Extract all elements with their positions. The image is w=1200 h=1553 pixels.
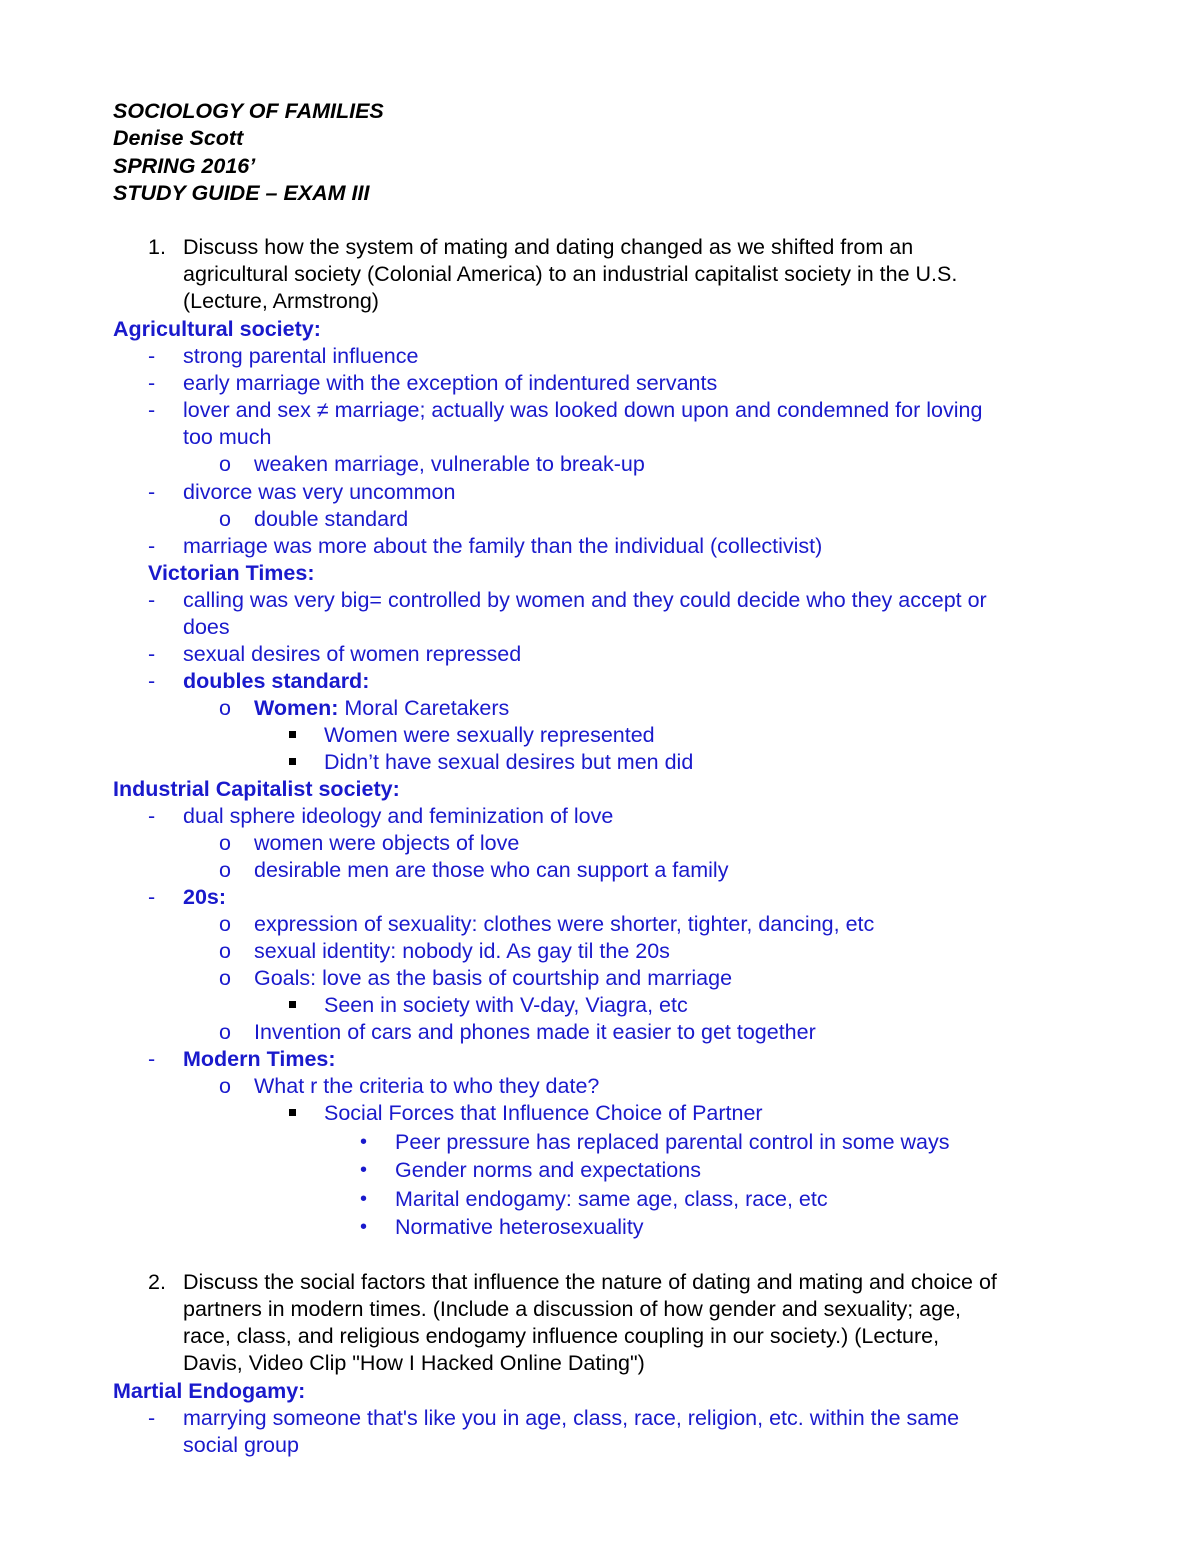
sub-sub-list-item: Social Forces that Influence Choice of Partner <box>324 1101 763 1125</box>
sub-list-item: Invention of cars and phones made it easier to get together <box>254 1020 816 1044</box>
course-title: SOCIOLOGY OF FAMILIES <box>113 99 384 123</box>
question-1-line-3: (Lecture, Armstrong) <box>183 289 379 313</box>
list-item: early marriage with the exception of indentured servants <box>183 371 718 395</box>
list-item-bold: Modern Times: <box>183 1047 336 1071</box>
list-item: sexual desires of women repressed <box>183 642 522 666</box>
circle-marker: o <box>219 1020 231 1044</box>
sub-list-item: women were objects of love <box>254 831 520 855</box>
question-2-line-3: race, class, and religious endogamy influence coupling in our society.) (Lecture, <box>183 1324 940 1348</box>
square-bullet-icon <box>289 992 296 1018</box>
square-bullet-icon <box>289 722 296 748</box>
circle-marker: o <box>219 507 231 531</box>
section-heading-endogamy: Martial Endogamy: <box>113 1379 306 1403</box>
question-2-line-2: partners in modern times. (Include a discussion of how gender and sexuality; age, <box>183 1297 962 1321</box>
circle-marker: o <box>219 912 231 936</box>
question-number-2: 2. <box>148 1270 166 1294</box>
round-bullet-icon: • <box>360 1188 368 1210</box>
round-bullet-icon: • <box>360 1216 368 1238</box>
list-item-bold: doubles standard: <box>183 669 370 693</box>
dash-marker: - <box>148 588 156 612</box>
dash-marker: - <box>148 1406 156 1430</box>
list-item: divorce was very uncommon <box>183 480 456 504</box>
list-item-bold: 20s: <box>183 885 227 909</box>
question-1-line-2: agricultural society (Colonial America) to an industrial capitalist society in the U.S. <box>183 262 958 286</box>
question-number-1: 1. <box>148 235 166 259</box>
dash-marker: - <box>148 398 156 422</box>
square-bullet-icon <box>289 1100 296 1126</box>
dash-marker: - <box>148 1047 156 1071</box>
circle-marker: o <box>219 452 231 476</box>
section-heading-industrial: Industrial Capitalist society: <box>113 777 400 801</box>
list-item: marrying someone that's like you in age, class, race, religion, etc. within the same <box>183 1406 960 1430</box>
circle-marker: o <box>219 1074 231 1098</box>
dash-marker: - <box>148 534 156 558</box>
term: SPRING 2016’ <box>113 154 256 178</box>
dash-marker: - <box>148 669 156 693</box>
bullet-list-item: Gender norms and expectations <box>395 1158 701 1182</box>
round-bullet-icon: • <box>360 1131 368 1153</box>
sub-list-item: desirable men are those who can support a family <box>254 858 729 882</box>
list-item-continued: does <box>183 615 230 639</box>
list-item-continued: too much <box>183 425 272 449</box>
sub-sub-list-item: Didn’t have sexual desires but men did <box>324 750 694 774</box>
square-bullet-icon <box>289 749 296 775</box>
circle-marker: o <box>219 939 231 963</box>
sub-list-item <box>254 695 509 721</box>
sub-list-item: Goals: love as the basis of courtship and marriage <box>254 966 733 990</box>
women-text: Moral Caretakers <box>338 696 510 720</box>
list-item: strong parental influence <box>183 344 419 368</box>
round-bullet-icon: • <box>360 1159 368 1181</box>
bullet-list-item: Peer pressure has replaced parental control in some ways <box>395 1130 950 1154</box>
bullet-list-item: Marital endogamy: same age, class, race, etc <box>395 1187 828 1211</box>
list-item: marriage was more about the family than the individual (collectivist) <box>183 534 823 558</box>
dash-marker: - <box>148 804 156 828</box>
circle-marker: o <box>219 696 231 720</box>
list-item-continued: social group <box>183 1433 299 1457</box>
question-2-line-1: Discuss the social factors that influence the nature of dating and mating and choice of <box>183 1270 997 1294</box>
dash-marker: - <box>148 480 156 504</box>
guide-title: STUDY GUIDE – EXAM III <box>113 181 370 205</box>
circle-marker: o <box>219 858 231 882</box>
circle-marker: o <box>219 831 231 855</box>
sub-sub-list-item: Seen in society with V-day, Viagra, etc <box>324 993 688 1017</box>
dash-marker: - <box>148 642 156 666</box>
sub-list-item: sexual identity: nobody id. As gay til the 20s <box>254 939 670 963</box>
women-label: Women: <box>254 696 339 720</box>
sub-list-item: weaken marriage, vulnerable to break-up <box>254 452 645 476</box>
dash-marker: - <box>148 344 156 368</box>
sub-sub-list-item: Women were sexually represented <box>324 723 655 747</box>
circle-marker: o <box>219 966 231 990</box>
list-item: dual sphere ideology and feminization of love <box>183 804 614 828</box>
sub-list-item: double standard <box>254 507 409 531</box>
question-1-line-1: Discuss how the system of mating and dating changed as we shifted from an <box>183 235 914 259</box>
bullet-list-item: Normative heterosexuality <box>395 1215 644 1239</box>
list-item: calling was very big= controlled by women and they could decide who they accept or <box>183 588 987 612</box>
dash-marker: - <box>148 885 156 909</box>
sub-list-item: What r the criteria to who they date? <box>254 1074 600 1098</box>
list-item: lover and sex ≠ marriage; actually was looked down upon and condemned for loving <box>183 398 983 422</box>
question-2-line-4: Davis, Video Clip "How I Hacked Online Dating") <box>183 1351 645 1375</box>
section-heading-agricultural: Agricultural society: <box>113 317 321 341</box>
instructor-name: Denise Scott <box>113 126 244 150</box>
sub-list-item: expression of sexuality: clothes were shorter, tighter, dancing, etc <box>254 912 875 936</box>
dash-marker: - <box>148 371 156 395</box>
section-heading-victorian: Victorian Times: <box>148 561 315 585</box>
